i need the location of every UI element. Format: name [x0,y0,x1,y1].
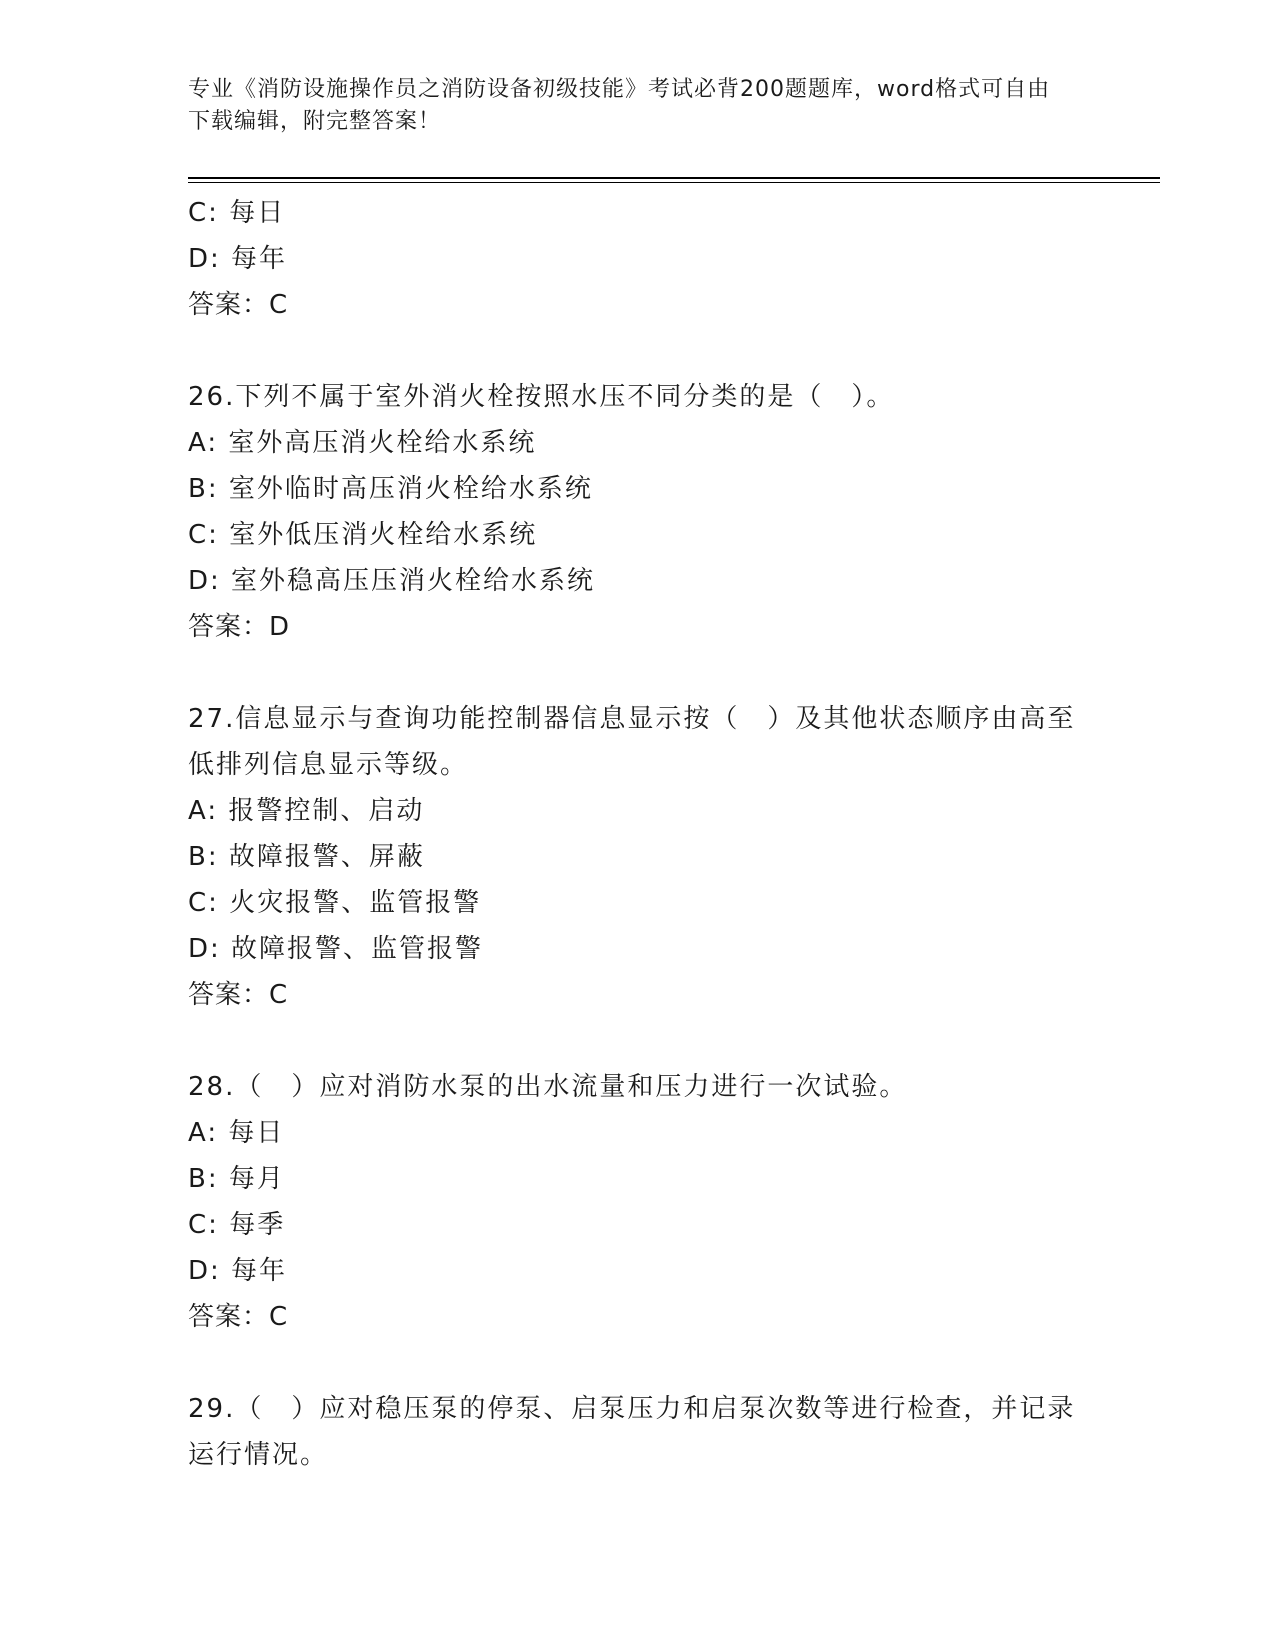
option-text: 室外高压消火栓给水系统 [228,428,537,458]
option-text: 每日 [228,1118,285,1148]
option-line [188,1202,1148,1248]
option-label: B: [188,1164,219,1194]
answer-line: 答案：C [188,290,289,320]
option-text: 报警控制、启动 [228,796,425,826]
question-text: 26.下列不属于室外消火栓按照水压不同分类的是（ ）。 [188,382,895,412]
continued-question [188,190,1148,328]
question-text: 28.（ ）应对消防水泵的出水流量和压力进行一次试验。 [188,1072,908,1102]
option-line [188,1110,1148,1156]
question-26 [188,374,1148,650]
document-header: 专业《消防设施操作员之消防设备初级技能》考试必背200题题库，word格式可自由下载编辑，附完整答案！ [188,77,1051,134]
question-28 [188,1064,1148,1340]
option-line [188,190,1148,236]
option-text: 室外稳高压压消火栓给水系统 [231,566,596,596]
option-label: C: [188,1210,219,1240]
option-label: D: [188,1256,221,1286]
option-line [188,880,1148,926]
option-label: C: [188,520,219,550]
option-text: 故障报警、屏蔽 [228,842,425,872]
option-label: C: [188,888,219,918]
option-label: D: [188,566,221,596]
header-divider-thick [188,177,1160,179]
option-text: 每年 [231,244,288,274]
option-label: B: [188,474,219,504]
document-body [188,190,1148,1478]
option-label: C: [188,198,219,228]
option-line [188,926,1148,972]
header-divider-thin [188,182,1160,183]
answer-line: 答案：C [188,1302,289,1332]
option-line [188,1156,1148,1202]
option-line [188,834,1148,880]
option-text: 每年 [231,1256,288,1286]
option-line [188,466,1148,512]
option-text: 故障报警、监管报警 [231,934,484,964]
option-text: 每月 [228,1164,285,1194]
option-text: 室外临时高压消火栓给水系统 [228,474,593,504]
option-line [188,788,1148,834]
option-text: 每日 [229,198,286,228]
answer-line: 答案：C [188,980,289,1010]
question-text: 27.信息显示与查询功能控制器信息显示按（ ）及其他状态顺序由高至低排列信息显示等级。 [188,704,1076,780]
option-line [188,1248,1148,1294]
option-label: A: [188,428,219,458]
option-label: D: [188,244,221,274]
option-label: B: [188,842,219,872]
option-line [188,236,1148,282]
question-29 [188,1386,1148,1478]
option-line [188,558,1148,604]
answer-line: 答案：D [188,612,291,642]
option-text: 火灾报警、监管报警 [229,888,482,918]
option-text: 每季 [229,1210,286,1240]
question-27 [188,696,1148,1018]
option-line [188,420,1148,466]
option-label: D: [188,934,221,964]
option-line [188,512,1148,558]
question-text: 29.（ ）应对稳压泵的停泵、启泵压力和启泵次数等进行检查，并记录运行情况。 [188,1394,1076,1470]
option-text: 室外低压消火栓给水系统 [229,520,538,550]
option-label: A: [188,796,219,826]
option-label: A: [188,1118,219,1148]
